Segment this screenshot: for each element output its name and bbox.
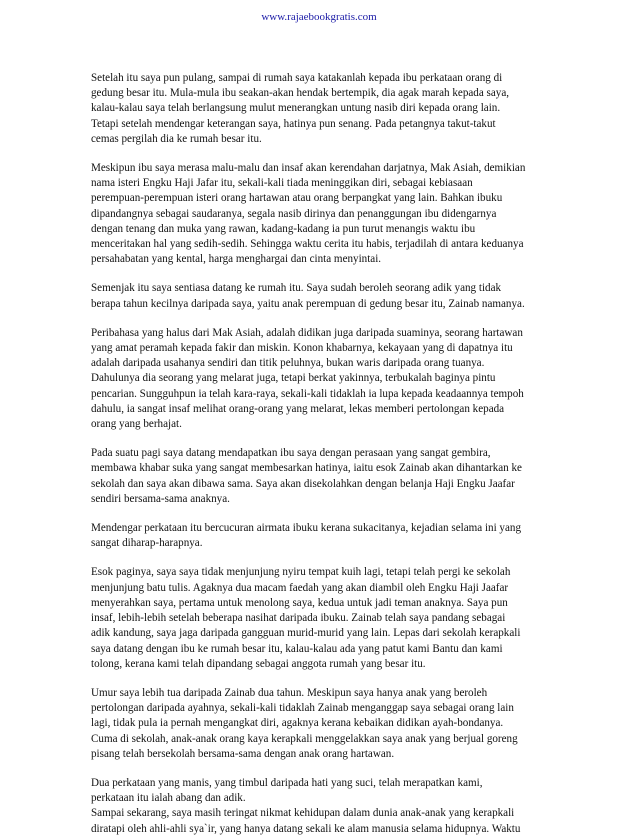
text-line: nama isteri Engku Haji Jafar itu, sekali-kali tiada meninggikan diri, sebagai kebiasaan <box>91 177 473 190</box>
text-line: menjunjung batu tulis. Agaknya dua macam faedah yang akan diambil oleh Engku Haji Jaafar <box>91 581 509 594</box>
text-line: diratapi oleh ahli-ahli sya`ir, yang hanya datang sekali ke alam manusia selama hidupnya. Waktu <box>91 822 521 835</box>
document-body <box>91 71 549 837</box>
text-line: Mendengar perkataan itu bercucuran airmata ibuku kerana sukacitanya, kejadian selama ini yang <box>91 522 522 535</box>
text-line: gedung besar itu. Mula-mula ibu seakan-akan hendak bertempik, dia agak marah kepada saya, <box>91 87 510 100</box>
text-line: lagi, tidak pula ia pernah mengangkat diri, agaknya kerana kebaikan didikan ayah-bondanya. <box>91 717 504 730</box>
text-line: saya datang dengan ibu ke rumah besar itu, kalau-kalau ada yang patut kami Bantu dan kami <box>91 642 503 655</box>
text-line: cemas pergilah dia ke rumah besar itu. <box>91 132 262 145</box>
paragraph <box>91 521 549 551</box>
text-line: Semenjak itu saya sentiasa datang ke rumah itu. Saya sudah beroleh seorang adik yang tidak <box>91 282 502 295</box>
paragraph <box>91 281 549 311</box>
text-line: sangat diharap-harapnya. <box>91 537 203 550</box>
text-line: dipandangnya sebagai saudaranya, segala nasib dirinya dan penanggungan ibu didengarnya <box>91 207 497 220</box>
text-line: Meskipun ibu saya merasa malu-malu dan insaf akan kerendahan darjatnya, Mak Asiah, demikian <box>91 162 526 175</box>
text-line: perkataan itu ialah abang dan adik. <box>91 792 246 805</box>
text-line: Pada suatu pagi saya datang mendapatkan ibu saya dengan perasaan yang sangat gembira, <box>91 447 491 460</box>
text-line: Umur saya lebih tua daripada Zainab dua tahun. Meskipun saya hanya anak yang beroleh <box>91 686 488 699</box>
text-line: adik kandung, saya jaga daripada gangguan murid-murid yang lain. Lepas dari sekolah kerapkali <box>91 627 521 640</box>
text-line: Dua perkataan yang manis, yang timbul daripada hati yang suci, telah merapatkan kami, <box>91 776 483 789</box>
text-line: dengan tenang dan muka yang rawan, kadang-kadang ia pun turut menangis waktu ibu <box>91 222 476 235</box>
text-line: berapa tahun kecilnya daripada saya, yaitu anak perempuan di gedung besar itu, Zainab namanya. <box>91 297 525 310</box>
text-line: Esok paginya, saya saya tidak menjunjung nyiru tempat kuih lagi, tetapi telah pergi ke sekolah <box>91 566 511 579</box>
text-line: Dahulunya dia seorang yang melarat juga, tetapi berkat yakinnya, terbukalah baginya pintu <box>91 372 496 385</box>
text-line: insaf, lebih-lebih setelah beberapa nasihat daripada ibuku. Zainab telah saya pandang sebagai <box>91 612 506 625</box>
text-line: menyerahkan saya, pertama untuk menolong saya, kedua untuk jadi teman anaknya. Saya pun <box>91 596 508 609</box>
text-line: sekolah dan saya akan dibawa sama. Saya akan disekolahkan dengan belanja Haji Engku Jaafar <box>91 477 515 490</box>
text-line: menceritakan hal yang sedih-sedih. Sehingga waktu cerita itu habis, terjadilah di antara keduanya <box>91 238 524 251</box>
text-line: pertolongan daripada ayahnya, sekali-kali tidaklah Zainab menganggap saya sebagai orang lain <box>91 702 514 715</box>
paragraph <box>91 71 549 147</box>
text-line: Tetapi setelah mendengar keterangan saya, hatinya pun senang. Pada petangnya takut-takut <box>91 117 496 130</box>
text-line: Sampai sekarang, saya masih teringat nikmat kehidupan dalam dunia anak-anak yang kerapkali <box>91 807 515 820</box>
paragraph <box>91 326 549 432</box>
paragraph <box>91 565 549 671</box>
text-line: pisang telah bersekolah bersama-sama dengan anak orang hartawan. <box>91 747 395 760</box>
text-line: sendiri bersama-sama anaknya. <box>91 492 230 505</box>
text-line: kalau-kalau saya telah berlangsung mulut menerangkan untung nasib diri kepada orang lain. <box>91 102 501 115</box>
text-line: tolong, kerana kami telah dipandang sebagai anggota rumah yang besar itu. <box>91 657 426 670</box>
paragraph <box>91 446 549 507</box>
text-line: Cuma di sekolah, anak-anak orang kaya kerapkali menggelakkan saya anak yang berjual goreng <box>91 732 518 745</box>
paragraph <box>91 161 549 267</box>
text-line: yang amat peramah kepada fakir dan miskin. Konon khabarnya, kekayaan yang di dapatnya itu <box>91 342 513 355</box>
text-line: Setelah itu saya pun pulang, sampai di rumah saya katakanlah kepada ibu perkataan orang di <box>91 72 503 84</box>
text-line: dahulu, ia sangat insaf melihat orang-orang yang melarat, lekas memberi pertolongan kepada <box>91 402 505 415</box>
text-line: Peribahasa yang halus dari Mak Asiah, adalah didikan juga daripada suaminya, seorang hartawan <box>91 326 523 339</box>
paragraph <box>91 776 549 837</box>
text-line: persahabatan yang kental, harga menghargai dan cinta menyintai. <box>91 253 382 266</box>
text-line: adalah daripada usahanya sendiri dan titik peluhnya, bukan waris daripada orang tuanya. <box>91 357 485 370</box>
site-link[interactable]: www.rajaebookgratis.com <box>261 11 377 23</box>
text-line: perempuan-perempuan isteri orang hartawan atau orang berpangkat yang lain. Bahkan ibuku <box>91 192 503 205</box>
paragraph <box>91 686 549 762</box>
text-line: orang yang berhajat. <box>91 418 182 431</box>
text-line: pencarian. Sungguhpun ia telah kara-raya, sekali-kali tidaklah ia lupa kepada keadaannya tempoh <box>91 387 524 400</box>
text-line: membawa khabar suka yang sangat membesarkan hatinya, iaitu esok Zainab akan dihantarkan ke <box>91 462 522 475</box>
